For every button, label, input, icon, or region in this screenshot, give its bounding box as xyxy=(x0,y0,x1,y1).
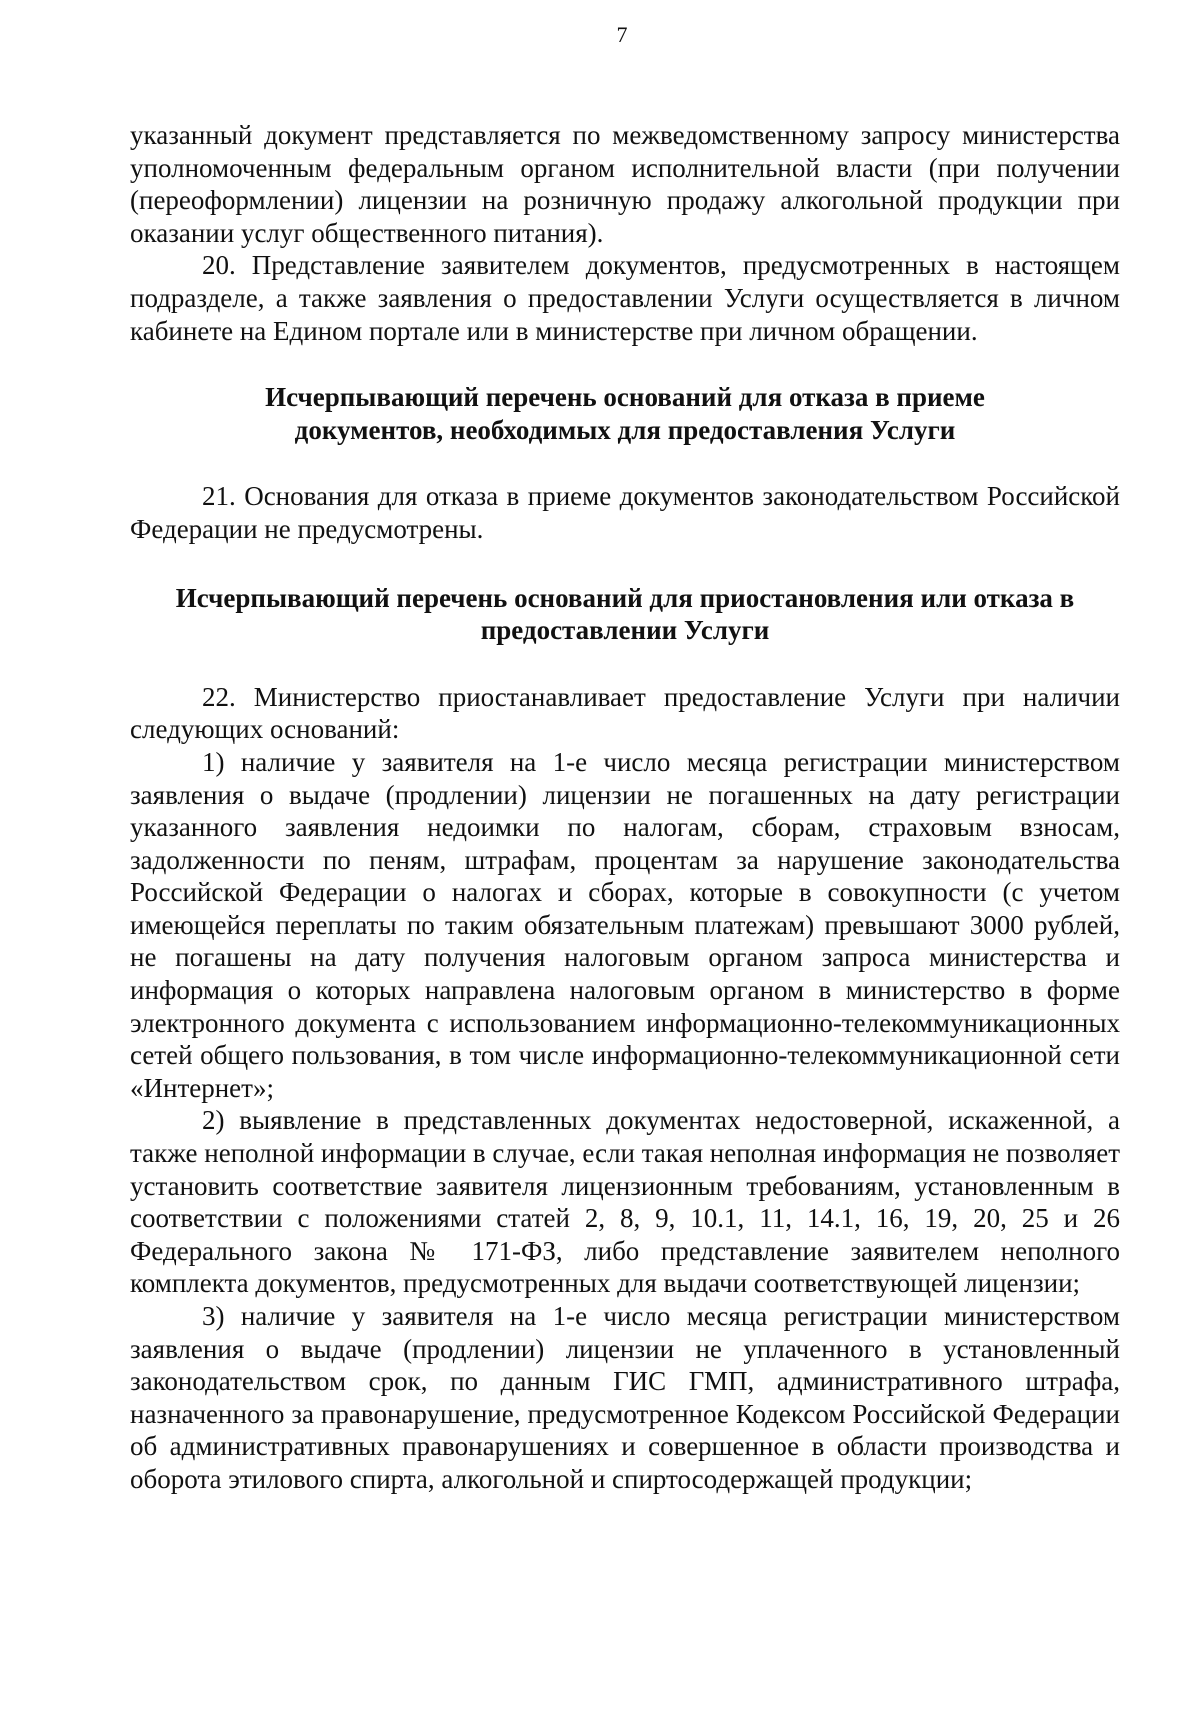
paragraph-continuation: указанный документ представляется по межведомственному запросу министерства уполномоченным федеральным органом исполнительной власти (при получении (переоформлении) лицензии на розничную продажу алкогольной продукции при оказании услуг общественного питания). xyxy=(130,120,1120,248)
list-item-3: 3) наличие у заявителя на 1-е число месяца регистрации министерством заявления о выдаче (продлении) лицензии не уплаченного в установленный законодательством срок, по данным ГИС ГМП, административного штрафа, назначенного за правонарушение, предусмотренное Кодексом Российской Федерации об административных правонарушениях и совершенное в области производства и оборота этилового спирта, алкогольной и спиртосодержащей продукции; xyxy=(130,1301,1120,1494)
section-heading-suspension-refusal: Исчерпывающий перечень оснований для приостановления или отказа в предоставлении Услуги xyxy=(175,582,1075,646)
list-item-1: 1) наличие у заявителя на 1-е число месяца регистрации министерством заявления о выдаче (продлении) лицензии не погашенных на дату регистрации указанного заявления недоимки по налогам, сборам, страховым взносам, задолженности по пеням, штрафам, процентам за нарушение законодательства Российской Федерации о налогах и сборах, которые в совокупности (с учетом имеющейся переплаты по таким обязательным платежам) превышают 3000 рублей, не погашены на дату получения налоговым органом запроса министерства и информация о которых направлена налоговым органом в министерство в форме электронного документа с использованием информационно-телекоммуникационных сетей общего пользования, в том числе информационно-телекоммуникационной сети «Интернет»; xyxy=(130,746,1120,1103)
paragraph-20: 20. Представление заявителем документов, предусмотренных в настоящем подразделе, а также заявления о предоставлении Услуги осуществляется в личном кабинете на Едином портале или в министерстве при личном обращении. xyxy=(130,250,1120,346)
list-item-2: 2) выявление в представленных документах недостоверной, искаженной, а также неполной информации в случае, если такая неполная информация не позволяет установить соответствие заявителя лицензионным требованиям, установленным в соответствии с положениями статей 2, 8, 9, 10.1, 11, 14.1, 16, 19, 20, 25 и 26 Федерального закона № 171-ФЗ, либо представление заявителем неполного комплекта документов, предусмотренных для выдачи соответствующей лицензии; xyxy=(130,1105,1120,1299)
paragraph-21: 21. Основания для отказа в приеме документов законодательством Российской Федерации не предусмотрены. xyxy=(130,481,1120,544)
section-heading-refusal-documents: Исчерпывающий перечень оснований для отказа в приеме документов, необходимых для предоставления Услуги xyxy=(265,382,985,445)
page-number: 7 xyxy=(616,22,628,47)
paragraph-22: 22. Министерство приостанавливает предоставление Услуги при наличии следующих оснований: xyxy=(130,681,1120,745)
document-body xyxy=(130,119,1120,1496)
